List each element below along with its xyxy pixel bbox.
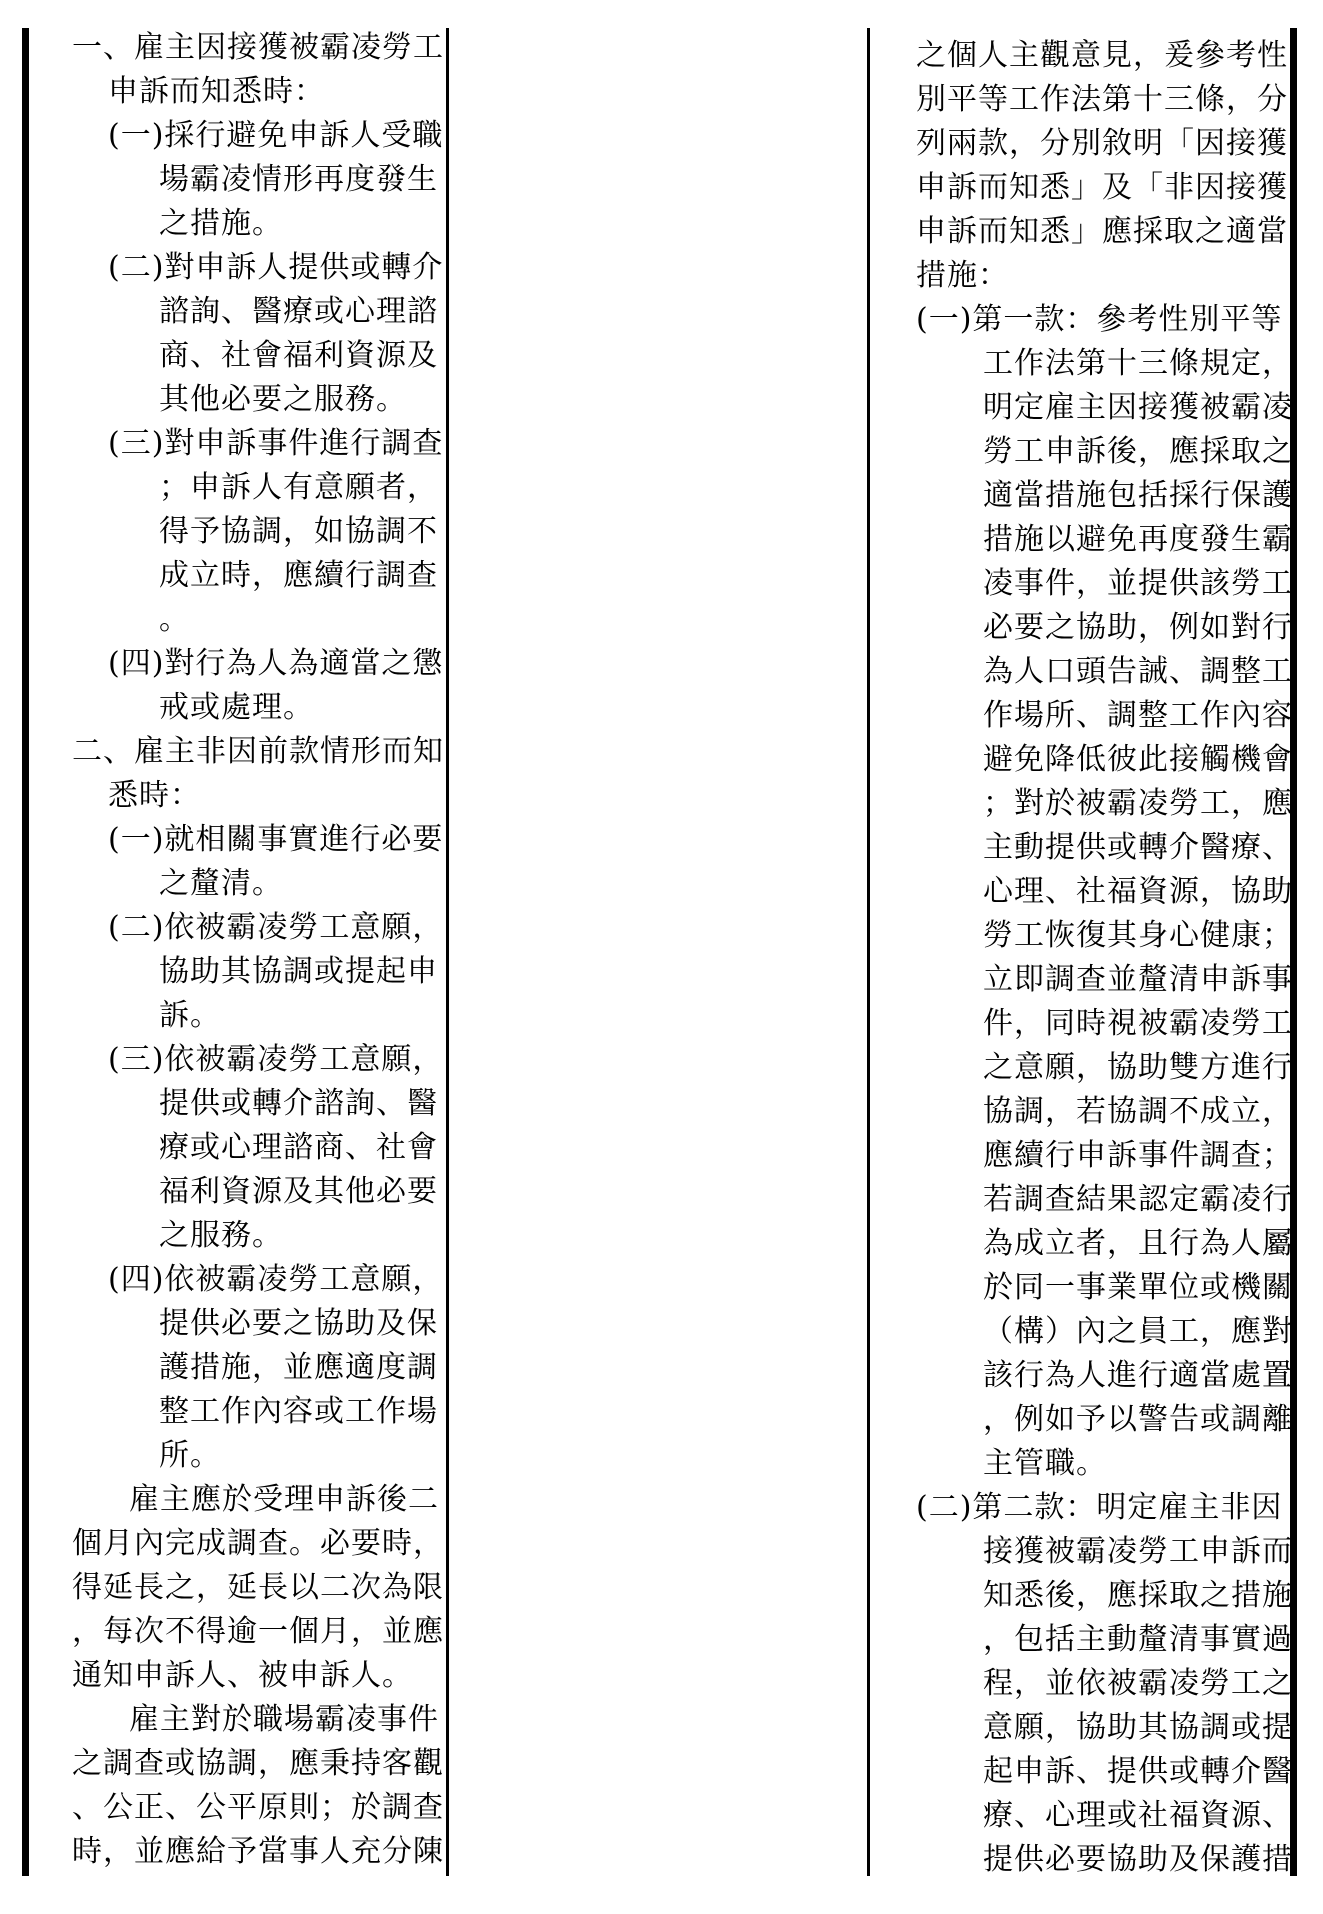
text-line: 申訴而知悉」應採取之適當 — [916, 214, 1288, 249]
text-line: 起申訴、提供或轉介醫 — [983, 1754, 1293, 1789]
text-line: 勞工申訴後，應採取之 — [983, 434, 1293, 469]
table-border-left — [22, 28, 29, 1876]
text-line: 個月內完成調查。必要時， — [72, 1526, 444, 1561]
text-line: 之個人主觀意見，爰參考性 — [916, 38, 1288, 73]
text-line: 必要之協助，例如對行 — [983, 610, 1293, 645]
text-line: 作場所、調整工作內容 — [983, 698, 1293, 733]
text-line: 提供必要協助及保護措 — [983, 1842, 1293, 1877]
text-line: 知悉後，應採取之措施 — [983, 1578, 1293, 1613]
text-line: 商、社會福利資源及 — [159, 338, 438, 373]
text-line: 諮詢、醫療或心理諮 — [159, 294, 438, 329]
text-line: 之調查或協調，應秉持客觀 — [72, 1746, 444, 1781]
text-line: (四)依被霸凌勞工意願， — [108, 1262, 444, 1297]
text-line: 主動提供或轉介醫療、 — [983, 830, 1293, 865]
text-line: 列兩款，分別敘明「因接獲 — [916, 126, 1288, 161]
text-line: (一)第一款：參考性別平等 — [916, 302, 1283, 337]
text-line: 時，並應給予當事人充分陳 — [72, 1834, 444, 1869]
text-line: 、公正、公平原則；於調查 — [72, 1790, 444, 1825]
text-line: (三)依被霸凌勞工意願， — [108, 1042, 444, 1077]
text-line: 所。 — [159, 1438, 221, 1473]
text-line: 若調查結果認定霸凌行 — [983, 1182, 1293, 1217]
text-line: 提供必要之協助及保 — [159, 1306, 438, 1341]
text-line: ，每次不得逾一個月，並應 — [72, 1614, 444, 1649]
text-line: 為人口頭告誡、調整工 — [983, 654, 1293, 689]
text-line: ；對於被霸凌勞工，應 — [983, 786, 1293, 821]
text-line: 護措施，並應適度調 — [159, 1350, 438, 1385]
text-line: （構）內之員工，應對 — [983, 1314, 1293, 1349]
text-line: 得延長之，延長以二次為限 — [72, 1570, 444, 1605]
text-line: 療、心理或社福資源、 — [983, 1798, 1293, 1833]
text-line: ，包括主動釐清事實過 — [983, 1622, 1293, 1657]
left-text-column — [72, 26, 446, 1874]
text-line: 之服務。 — [159, 1218, 283, 1253]
text-line: 程，並依被霸凌勞工之 — [983, 1666, 1293, 1701]
column-divider-left — [446, 28, 449, 1876]
text-line: 之意願，協助雙方進行 — [983, 1050, 1293, 1085]
text-line: 成立時，應續行調查 — [159, 558, 438, 593]
text-line: 主管職。 — [983, 1446, 1107, 1481]
text-line: ；申訴人有意願者， — [159, 470, 438, 505]
text-line: 之措施。 — [159, 206, 283, 241]
text-line: 避免降低彼此接觸機會 — [983, 742, 1293, 777]
text-line: 其他必要之服務。 — [159, 382, 407, 417]
text-line: 接獲被霸凌勞工申訴而 — [983, 1534, 1293, 1569]
text-line: 適當措施包括採行保護 — [983, 478, 1293, 513]
text-line: (二)依被霸凌勞工意願， — [108, 910, 444, 945]
text-line: 意願，協助其協調或提 — [983, 1710, 1293, 1745]
text-line: 提供或轉介諮詢、醫 — [159, 1086, 438, 1121]
text-line: 該行為人進行適當處置 — [983, 1358, 1293, 1393]
text-line: 心理、社福資源，協助 — [983, 874, 1293, 909]
text-line: 勞工恢復其身心健康； — [983, 918, 1293, 953]
text-line: (二)對申訴人提供或轉介 — [108, 250, 444, 285]
text-line: (四)對行為人為適當之懲 — [108, 646, 444, 681]
text-line: 通知申訴人、被申訴人。 — [72, 1658, 413, 1693]
text-line: 應續行申訴事件調查； — [983, 1138, 1293, 1173]
text-line: 明定雇主因接獲被霸凌 — [983, 390, 1293, 425]
text-line: 。 — [159, 602, 190, 637]
text-line: 整工作內容或工作場 — [159, 1394, 438, 1429]
text-line: 措施： — [916, 258, 1009, 293]
text-line: 悉時： — [108, 778, 201, 813]
text-line: 立即調查並釐清申訴事 — [983, 962, 1293, 997]
text-line: 一、雇主因接獲被霸凌勞工 — [72, 30, 444, 65]
text-line: 別平等工作法第十三條，分 — [916, 82, 1288, 117]
text-line: (一)就相關事實進行必要 — [108, 822, 444, 857]
text-line: 雇主對於職場霸凌事件 — [129, 1702, 439, 1737]
text-line: 戒或處理。 — [159, 690, 314, 725]
text-line: 件，同時視被霸凌勞工 — [983, 1006, 1293, 1041]
text-line: 場霸凌情形再度發生 — [159, 162, 438, 197]
right-text-column — [916, 34, 1292, 1882]
text-line: 工作法第十三條規定， — [983, 346, 1293, 381]
text-line: 福利資源及其他必要 — [159, 1174, 438, 1209]
text-line: 申訴而知悉時： — [108, 74, 325, 109]
text-line: 二、雇主非因前款情形而知 — [72, 734, 444, 769]
text-line: 於同一事業單位或機關 — [983, 1270, 1293, 1305]
text-line: 得予協調，如協調不 — [159, 514, 438, 549]
text-line: 訴。 — [159, 998, 221, 1033]
text-line: (一)採行避免申訴人受職 — [108, 118, 444, 153]
text-line: 協助其協調或提起申 — [159, 954, 438, 989]
text-line: 措施以避免再度發生霸 — [983, 522, 1293, 557]
text-line: ，例如予以警告或調離 — [983, 1402, 1293, 1437]
column-divider-right — [867, 28, 870, 1876]
text-line: 療或心理諮商、社會 — [159, 1130, 438, 1165]
text-line: 之釐清。 — [159, 866, 283, 901]
text-line: (三)對申訴事件進行調查 — [108, 426, 444, 461]
text-line: 為成立者，且行為人屬 — [983, 1226, 1293, 1261]
text-line: 凌事件，並提供該勞工 — [983, 566, 1293, 601]
text-line: 申訴而知悉」及「非因接獲 — [916, 170, 1288, 205]
text-line: 雇主應於受理申訴後二 — [129, 1482, 439, 1517]
text-line: 協調，若協調不成立， — [983, 1094, 1293, 1129]
text-line: (二)第二款：明定雇主非因 — [916, 1490, 1283, 1525]
